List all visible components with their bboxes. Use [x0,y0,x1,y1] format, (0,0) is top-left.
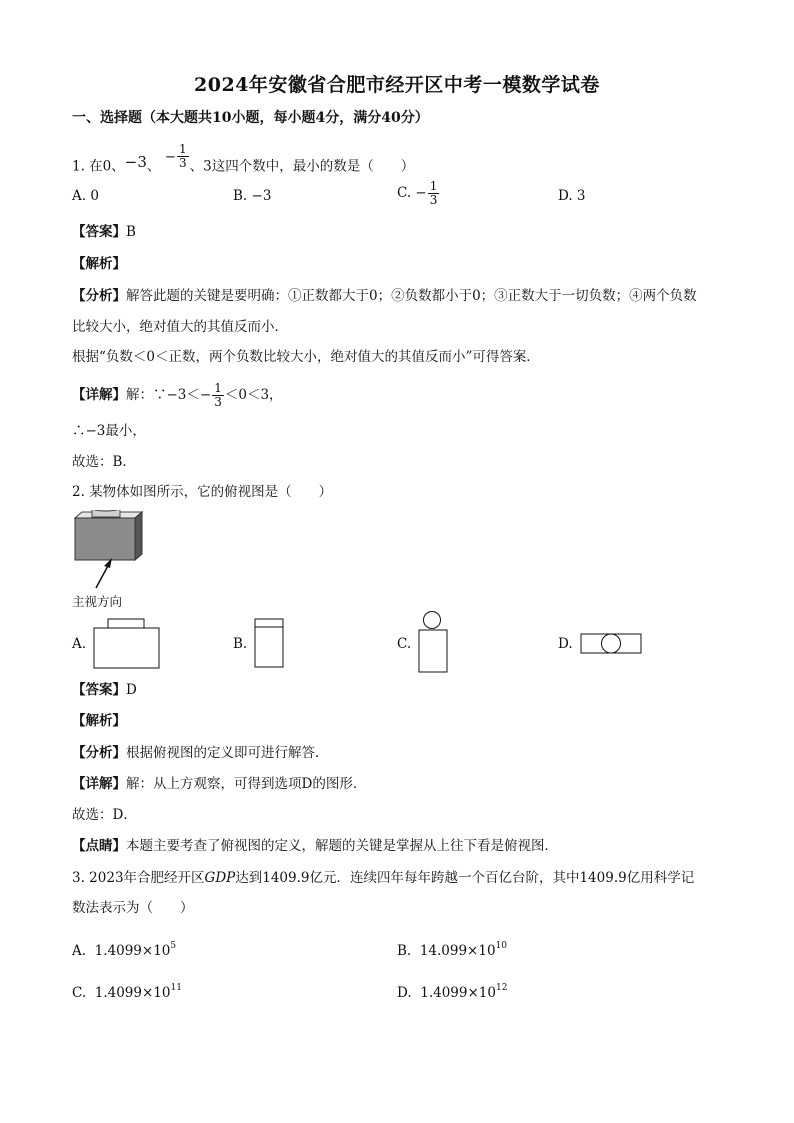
q3-option-b: B. $14.099\times 10^{10}$ [397,941,507,959]
q2-option-a-label: A. [72,636,87,652]
q2-choose: 故选：D． [72,807,137,823]
q2-option-c-figure [415,610,451,674]
q1-detail-2: ∴−3最小， [72,423,146,439]
q2-stem: 2. 某物体如图所示，它的俯视图是（ ） [72,484,333,500]
q3-option-c: C. $1.4099\times 10^{11}$ [72,983,182,1001]
q2-fenxi: 【分析】根据俯视图的定义即可进行解答． [72,745,329,761]
q1-detail: 【详解】解：∵−3＜− $\frac{1}{3}$ ＜0＜3， [72,381,283,409]
q2-point: 【点睛】本题主要考查了俯视图的定义，解题的关键是掌握从上往下看是俯视图． [72,838,558,854]
q1-fraction: − $\frac{1}{3}$ [164,142,187,170]
q3-stem-2: 数法表示为（ ） [72,900,194,916]
q2-option-b-label: B. [233,636,248,652]
q3-stem: 3. 2023年合肥经开区GDP达到1409.9亿元．连续四年每年跨越一个百亿台阶，其中1409.9亿用科学记 [72,870,695,886]
q1-option-b: B. −3 [233,188,272,204]
q1-stem: 1. 在0、−3、 − $\frac{1}{3}$ 、3这四个数中，最小的数是（ ） [72,142,415,175]
q1-option-d: D. 3 [558,188,586,204]
q1-answer: 【答案】B [72,224,136,240]
q1-choose: 故选：B． [72,454,136,470]
q2-answer: 【答案】D [72,682,137,698]
q2-option-b-figure [254,618,286,670]
q1-fenxi-2: 比较大小，绝对值大的其值反而小． [72,319,288,335]
q2-view-label: 主视方向 [72,594,123,609]
q1-fenxi: 【分析】解答此题的关键是要明确：①正数都大于0；②负数都小于0；③正数大于一切负数；④两个负数 [72,288,697,304]
page-title: 2024年安徽省合肥市经开区中考一模数学试卷 [194,74,600,96]
q2-option-c-label: C. [397,636,412,652]
q1-option-a: A. 0 [72,188,99,204]
q1-option-c: C. − $\frac{1}{3}$ [397,179,438,207]
q2-solid-figure [70,510,150,594]
q2-option-d-figure [580,632,644,656]
q2-analysis-tag: 【解析】 [72,713,126,729]
q3-option-d: D. $1.4099\times 10^{12}$ [397,983,508,1001]
q2-option-d-label: D. [558,636,573,652]
q1-fenxi-3: 根据“负数＜0＜正数，两个负数比较大小，绝对值大的其值反而小”可得答案． [72,349,540,365]
q2-option-a-figure [93,618,163,670]
q1-analysis-tag: 【解析】 [72,256,126,272]
q2-detail: 【详解】解：从上方观察，可得到选项D的图形． [72,776,367,792]
q3-option-a: A. $1.4099\times 10^5$ [72,941,177,959]
section-heading: 一、选择题（本大题共10小题，每小题4分，满分40分） [72,110,429,126]
